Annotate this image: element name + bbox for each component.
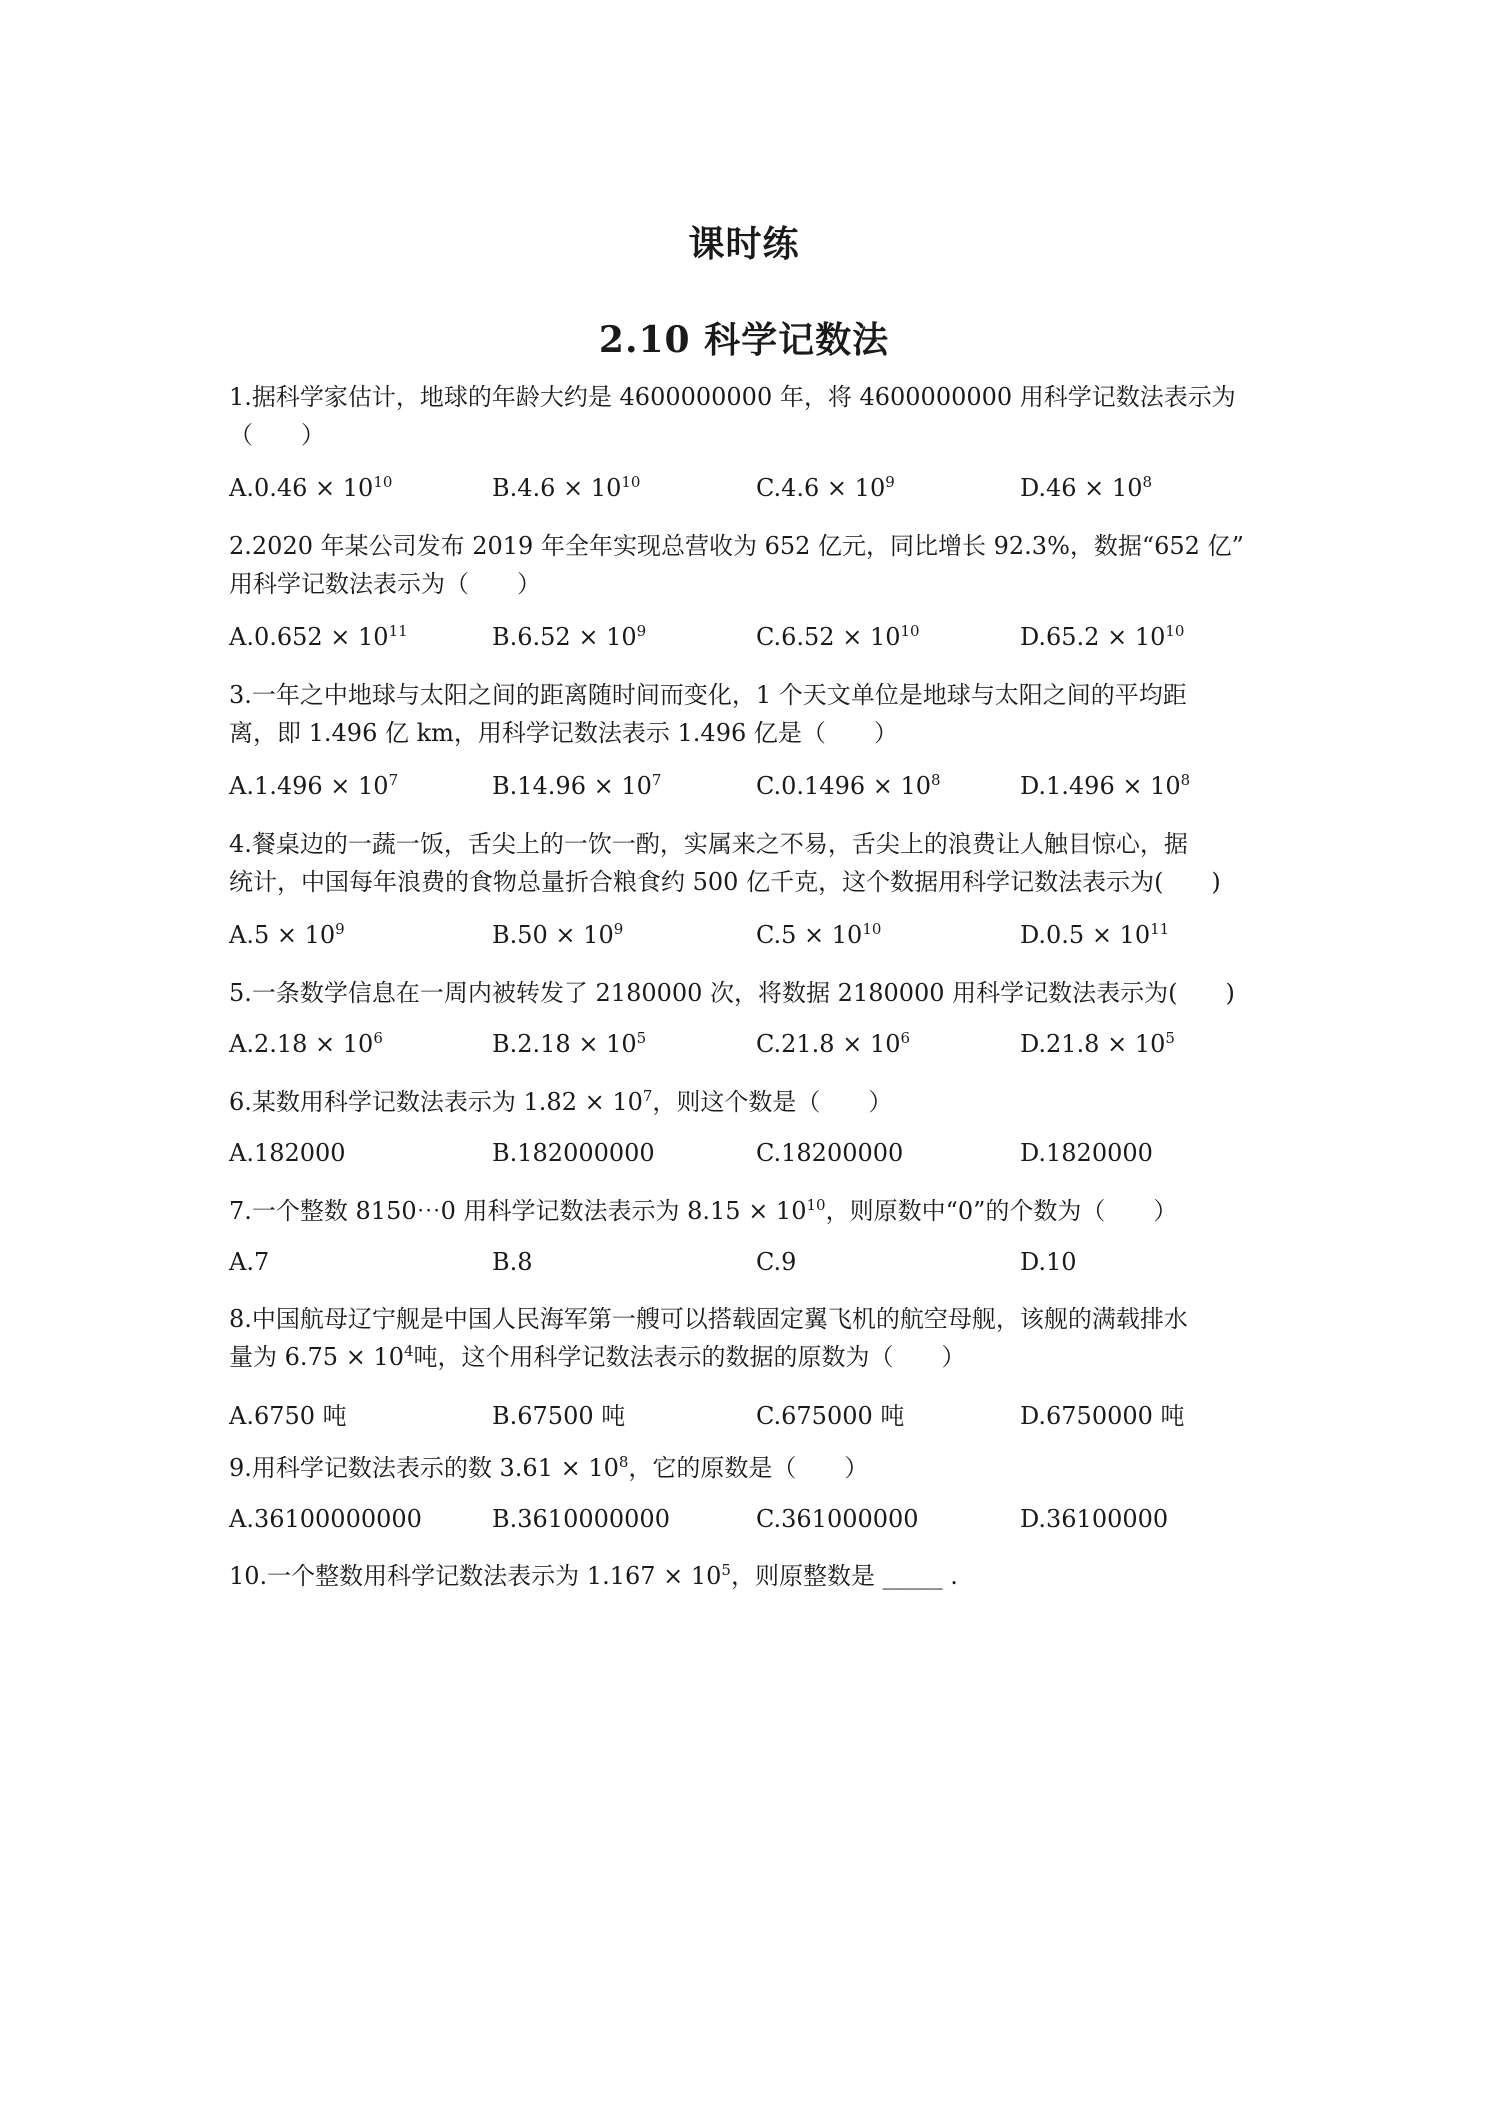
option-d[interactable]: $D.65.2 \times 10^{10}$ xyxy=(1020,622,1185,651)
question-stem-line: 统计，中国每年浪费的食物总量折合粮食约 500 亿千克，这个数据用科学记数法表示为( ) xyxy=(229,868,1221,896)
option-c[interactable]: $C.0.1496 \times 10^8$ xyxy=(756,771,941,800)
question-stem-line: 2.2020 年某公司发布 2019 年全年实现总营收为 652 亿元，同比增长 92.3%，数据“652 亿” xyxy=(229,532,1244,560)
option-b[interactable]: $B.2.18 \times 10^5$ xyxy=(492,1029,647,1058)
option-c[interactable]: C.361000000 xyxy=(756,1505,919,1533)
question-stem-line: 7.一个整数 8150⋯0 用科学记数法表示为 $8.15 \times 10^{10}$，则原数中“0”的个数为（ ） xyxy=(229,1196,1178,1225)
option-b[interactable]: $B.50 \times 10^9$ xyxy=(492,920,624,949)
question-stem-line: 1.据科学家估计，地球的年龄大约是 4600000000 年，将 4600000000 用科学记数法表示为 xyxy=(229,383,1236,411)
question-stem-line: 离，即 1.496 亿 km，用科学记数法表示 1.496 亿是（ ） xyxy=(229,719,898,747)
question-3 xyxy=(229,676,1269,752)
question-7 xyxy=(229,1192,1269,1230)
option-b[interactable]: $B.14.96 \times 10^7$ xyxy=(492,771,662,800)
option-d[interactable]: $D.1.496 \times 10^8$ xyxy=(1020,771,1191,800)
option-a[interactable]: $A.1.496 \times 10^7$ xyxy=(229,771,399,800)
question-stem-line: 量为 $6.75 \times 10^4$吨，这个用科学记数法表示的数据的原数为（ ） xyxy=(229,1342,966,1371)
question-stem-line: 9.用科学记数法表示的数 $3.61 \times 10^8$，它的原数是（ ） xyxy=(229,1453,869,1482)
question-4 xyxy=(229,825,1269,901)
option-b[interactable]: $B.4.6 \times 10^{10}$ xyxy=(492,473,641,502)
options-row-8 xyxy=(229,1396,1269,1430)
question-9 xyxy=(229,1449,1269,1487)
option-b[interactable]: B.182000000 xyxy=(492,1139,655,1167)
section-title: 2.10 科学记数法 xyxy=(598,319,890,361)
option-c[interactable]: $C.5 \times 10^{10}$ xyxy=(756,920,882,949)
option-a[interactable]: A.182000 xyxy=(229,1139,346,1167)
option-c[interactable]: C.675000 吨 xyxy=(756,1402,905,1430)
question-stem-line: 5.一条数学信息在一周内被转发了 2180000 次，将数据 2180000 用科学记数法表示为( ) xyxy=(229,979,1235,1007)
question-stem-line: 8.中国航母辽宁舰是中国人民海军第一艘可以搭载固定翼飞机的航空母舰，该舰的满载排水 xyxy=(229,1305,1188,1333)
option-b[interactable]: B.67500 吨 xyxy=(492,1402,626,1430)
option-d[interactable]: D.10 xyxy=(1020,1248,1077,1276)
question-stem-line: （ ） xyxy=(229,421,325,449)
options-row-7 xyxy=(229,1248,1269,1282)
option-b[interactable]: B.3610000000 xyxy=(492,1505,670,1533)
question-stem-line: 4.餐桌边的一蔬一饭，舌尖上的一饮一酌，实属来之不易，舌尖上的浪费让人触目惊心，据 xyxy=(229,830,1188,858)
option-b[interactable]: B.8 xyxy=(492,1248,533,1276)
option-c[interactable]: C.9 xyxy=(756,1248,797,1276)
option-a[interactable]: A.7 xyxy=(229,1248,270,1276)
option-a[interactable]: A.6750 吨 xyxy=(229,1402,347,1430)
option-d[interactable]: D.36100000 xyxy=(1020,1505,1169,1533)
option-a[interactable]: $A.5 \times 10^9$ xyxy=(229,920,345,949)
question-5 xyxy=(229,974,1269,1012)
options-row-9 xyxy=(229,1505,1269,1539)
option-d[interactable]: $D.21.8 \times 10^5$ xyxy=(1020,1029,1175,1058)
option-a[interactable]: A.36100000000 xyxy=(229,1505,422,1533)
page-title: 课时练 xyxy=(688,223,800,265)
question-8 xyxy=(229,1300,1269,1376)
question-6 xyxy=(229,1083,1269,1121)
option-c[interactable]: C.18200000 xyxy=(756,1139,904,1167)
options-row-5 xyxy=(229,1030,1269,1064)
option-d[interactable]: D.1820000 xyxy=(1020,1139,1153,1167)
option-a[interactable]: $A.2.18 \times 10^6$ xyxy=(229,1029,383,1058)
option-d[interactable]: D.6750000 吨 xyxy=(1020,1402,1185,1430)
option-c[interactable]: $C.6.52 \times 10^{10}$ xyxy=(756,622,920,651)
options-row-2 xyxy=(229,623,1269,657)
option-b[interactable]: $B.6.52 \times 10^9$ xyxy=(492,622,647,651)
options-row-3 xyxy=(229,772,1269,806)
options-row-1 xyxy=(229,474,1269,508)
question-1 xyxy=(229,378,1269,454)
question-2 xyxy=(229,527,1269,603)
question-stem-line: 10.一个整数用科学记数法表示为 $1.167 \times 10^5$，则原整数是 _____ . xyxy=(229,1561,958,1590)
question-stem-line: 3.一年之中地球与太阳之间的距离随时间而变化，1 个天文单位是地球与太阳之间的平均距 xyxy=(229,681,1187,709)
option-d[interactable]: $D.0.5 \times 10^{11}$ xyxy=(1020,920,1170,949)
question-stem-line: 6.某数用科学记数法表示为 $1.82 \times 10^7$，则这个数是（ ） xyxy=(229,1087,893,1116)
question-stem-line: 用科学记数法表示为（ ） xyxy=(229,570,541,598)
option-c[interactable]: $C.21.8 \times 10^6$ xyxy=(756,1029,911,1058)
options-row-6 xyxy=(229,1139,1269,1173)
options-row-4 xyxy=(229,921,1269,955)
option-c[interactable]: $C.4.6 \times 10^9$ xyxy=(756,473,895,502)
option-d[interactable]: $D.46 \times 10^8$ xyxy=(1020,473,1153,502)
option-a[interactable]: $A.0.652 \times 10^{11}$ xyxy=(229,622,408,651)
option-a[interactable]: $A.0.46 \times 10^{10}$ xyxy=(229,473,393,502)
question-10 xyxy=(229,1557,1269,1595)
